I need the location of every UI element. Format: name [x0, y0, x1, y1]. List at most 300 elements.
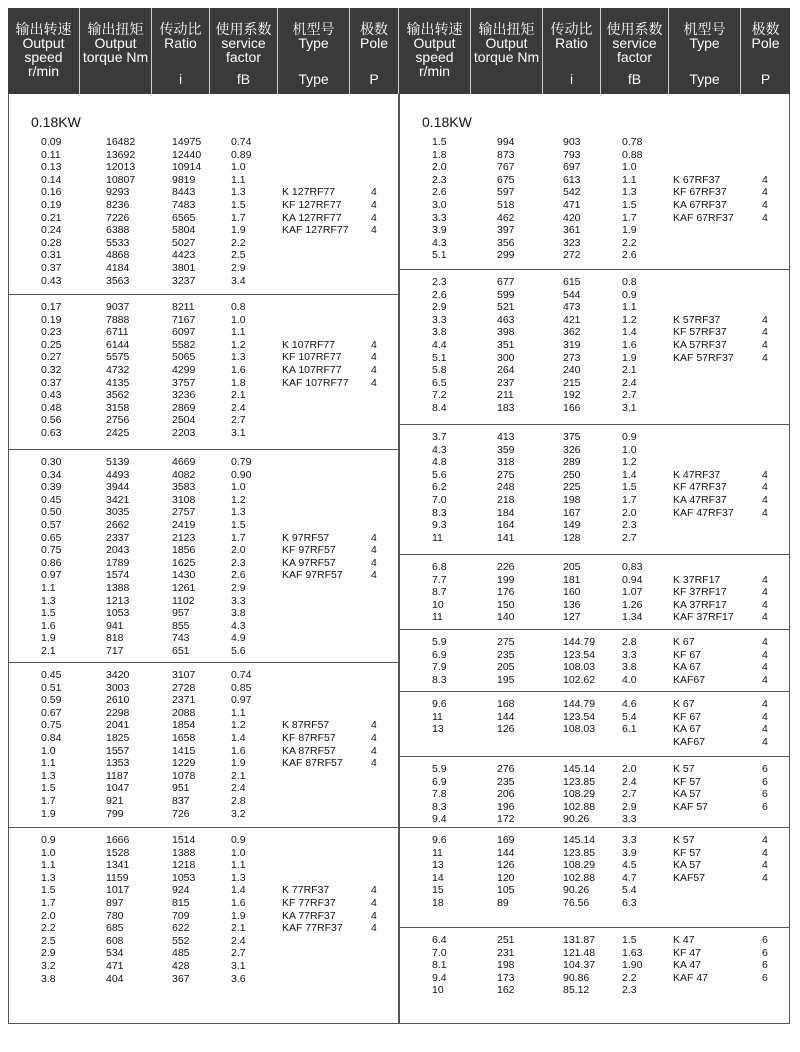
speed-cell: 1.5 [41, 884, 56, 897]
speed-cell: 0.23 [41, 326, 62, 339]
torque-cell: 5575 [106, 351, 130, 364]
type-cell: KF 57 [673, 775, 702, 788]
ratio-cell: 793 [563, 148, 581, 161]
speed-cell: 3.7 [432, 431, 447, 443]
speed-cell: 0.75 [41, 719, 62, 732]
torque-cell: 2298 [106, 706, 130, 719]
speed-cell: 8.1 [432, 959, 447, 972]
header-symbol: fB [236, 71, 251, 87]
factor-cell: 2.1 [231, 769, 246, 782]
ratio-cell: 1856 [172, 544, 196, 557]
torque-cell: 205 [497, 661, 515, 674]
speed-cell: 1.0 [41, 846, 56, 859]
header-label-zh: 使用系数 [606, 21, 663, 37]
factor-cell: 2.7 [231, 414, 246, 427]
factor-cell: 0.79 [231, 456, 252, 468]
pole-cell: 4 [762, 211, 768, 224]
speed-cell: 0.21 [41, 211, 62, 224]
speed-cell: 2.9 [432, 301, 447, 314]
header-label-en: Type [689, 35, 720, 51]
torque-cell: 521 [497, 301, 515, 314]
speed-cell: 4.8 [432, 456, 447, 469]
speed-cell: 2.0 [432, 161, 447, 174]
speed-cell: 6.5 [432, 376, 447, 389]
torque-cell: 164 [497, 519, 515, 532]
speed-cell: 4.3 [432, 443, 447, 456]
torque-cell: 685 [106, 922, 124, 935]
speed-cell: 0.48 [41, 401, 62, 414]
speed-cell: 0.63 [41, 427, 62, 439]
header-col-3 [152, 8, 210, 94]
model-group [9, 662, 398, 828]
torque-cell: 3035 [106, 506, 130, 519]
type-cell: KAF 97RF57 [282, 569, 343, 582]
factor-cell: 2.2 [622, 971, 637, 984]
factor-cell: 1.4 [622, 326, 637, 339]
factor-cell: 1.6 [622, 339, 637, 351]
speed-cell: 2.5 [41, 934, 56, 947]
speed-cell: 3.8 [41, 972, 56, 985]
ratio-cell: 3107 [172, 669, 196, 681]
speed-cell: 9.4 [432, 971, 447, 984]
factor-cell: 1.3 [231, 351, 246, 364]
factor-cell: 1.9 [231, 224, 246, 237]
torque-cell: 235 [497, 648, 515, 661]
factor-cell: 4.9 [231, 632, 246, 645]
speed-cell: 3.9 [432, 224, 447, 237]
ratio-cell: 225 [563, 481, 581, 494]
torque-cell: 8236 [106, 199, 130, 211]
ratio-cell: 957 [172, 607, 190, 620]
header-col-4 [210, 8, 278, 94]
torque-cell: 1053 [106, 607, 130, 620]
speed-cell: 4.3 [432, 236, 447, 249]
header-col-5 [278, 8, 350, 94]
pole-cell: 4 [762, 661, 768, 674]
torque-cell: 767 [497, 161, 515, 174]
type-cell: KA 87RF57 [282, 744, 336, 757]
speed-cell: 0.09 [41, 136, 62, 148]
torque-cell: 6711 [106, 326, 129, 339]
torque-cell: 921 [106, 795, 124, 807]
factor-cell: 1.9 [231, 909, 246, 922]
ratio-cell: 428 [172, 960, 190, 972]
factor-cell: 2.0 [231, 544, 246, 557]
torque-cell: 4184 [106, 262, 130, 274]
speed-cell: 5.1 [432, 351, 447, 364]
speed-cell: 18 [432, 897, 444, 909]
torque-cell: 2043 [106, 544, 130, 557]
torque-cell: 3421 [106, 493, 130, 506]
speed-cell: 0.43 [41, 389, 62, 402]
type-cell: K 87RF57 [282, 719, 330, 732]
factor-cell: 2.2 [622, 236, 637, 249]
type-cell: KF 47RF37 [673, 481, 727, 494]
ratio-cell: 1430 [172, 569, 196, 582]
speed-cell: 11 [432, 531, 443, 544]
factor-cell: 2.0 [622, 506, 637, 519]
factor-cell: 3.3 [622, 813, 637, 826]
type-cell: KF 87RF57 [282, 732, 336, 744]
pole-cell: 4 [762, 648, 768, 661]
header-col-6 [350, 8, 399, 94]
type-cell: KF 67 [673, 710, 702, 723]
ratio-cell: 362 [563, 326, 581, 339]
pole-cell: 4 [371, 719, 377, 732]
factor-cell: 2.8 [231, 795, 246, 807]
speed-cell: 0.27 [41, 351, 62, 364]
ratio-cell: 420 [563, 211, 581, 224]
speed-cell: 15 [432, 884, 444, 897]
factor-cell: 1.0 [231, 481, 246, 494]
ratio-cell: 361 [563, 224, 581, 237]
factor-cell: 3.6 [231, 972, 246, 985]
type-cell: K 107RF77 [282, 338, 336, 351]
torque-cell: 2756 [106, 414, 130, 427]
torque-cell: 9293 [106, 186, 130, 199]
torque-cell: 172 [497, 813, 515, 826]
speed-cell: 7.7 [432, 573, 447, 586]
ratio-cell: 76.56 [563, 897, 590, 909]
torque-cell: 356 [497, 236, 515, 249]
torque-cell: 675 [497, 173, 515, 186]
type-cell: KAF 57 [673, 800, 709, 813]
speed-cell: 13 [432, 859, 444, 872]
speed-cell: 0.50 [41, 506, 62, 519]
power-rating-right: 0.18KW [422, 114, 472, 130]
type-cell: K 77RF37 [282, 884, 330, 897]
ratio-cell: 90.86 [563, 971, 590, 984]
speed-cell: 0.28 [41, 236, 62, 249]
type-cell: KAF 47RF37 [673, 506, 734, 519]
ratio-cell: 485 [172, 947, 190, 960]
pole-cell: 4 [762, 173, 768, 186]
torque-cell: 144 [497, 710, 515, 723]
torque-cell: 873 [497, 148, 515, 161]
type-cell: KF 57 [673, 846, 702, 859]
type-cell: KA 77RF37 [282, 909, 336, 922]
speed-cell: 0.9 [41, 834, 56, 846]
ratio-cell: 166 [563, 402, 581, 414]
header-label-en: Ratio [555, 35, 588, 51]
speed-cell: 5.8 [432, 364, 447, 377]
ratio-cell: 552 [172, 934, 190, 947]
torque-cell: 1789 [106, 556, 130, 569]
speed-cell: 1.3 [41, 594, 56, 607]
ratio-cell: 123.54 [563, 710, 596, 723]
torque-cell: 10807 [106, 173, 136, 186]
pole-cell: 4 [371, 186, 377, 199]
header-label-en: Pole [751, 35, 780, 51]
torque-cell: 144 [497, 846, 515, 859]
factor-cell: 1.2 [231, 719, 246, 732]
speed-cell: 0.59 [41, 694, 62, 707]
ratio-cell: 205 [563, 561, 581, 573]
type-cell: KAF 47 [673, 971, 709, 984]
ratio-cell: 5027 [172, 236, 196, 249]
pole-cell: 4 [762, 481, 768, 494]
model-group [9, 827, 398, 1025]
ratio-cell: 3801 [172, 262, 196, 274]
pole-cell: 4 [371, 544, 377, 557]
factor-cell: 1.34 [622, 611, 643, 624]
factor-cell: 1.8 [231, 376, 246, 389]
torque-cell: 397 [497, 224, 515, 237]
factor-cell: 2.4 [231, 782, 246, 795]
pole-cell: 4 [762, 199, 768, 211]
factor-cell: 1.5 [231, 199, 246, 211]
torque-cell: 7888 [106, 313, 130, 326]
speed-cell: 5.9 [432, 636, 447, 648]
torque-cell: 4868 [106, 249, 130, 262]
speed-cell: 0.39 [41, 481, 62, 494]
pole-cell: 4 [762, 468, 768, 481]
header-label-zh: 极数 [751, 21, 780, 37]
header-symbol: i [178, 71, 183, 87]
factor-cell: 0.74 [231, 136, 252, 148]
pole-cell: 4 [371, 909, 377, 922]
speed-cell: 1.3 [41, 769, 56, 782]
speed-cell: 7.8 [432, 788, 447, 801]
factor-cell: 1.1 [622, 173, 637, 186]
header-label-en: Type [298, 35, 329, 51]
header-symbol: fB [627, 71, 642, 87]
torque-cell: 176 [497, 586, 515, 599]
ratio-cell: 215 [563, 376, 581, 389]
speed-cell: 2.1 [41, 645, 56, 657]
torque-cell: 2425 [106, 427, 130, 439]
factor-cell: 1.0 [231, 313, 246, 326]
header-label-zh: 输出扭矩 [478, 21, 535, 37]
factor-cell: 4.0 [622, 673, 637, 686]
torque-cell: 264 [497, 364, 515, 377]
factor-cell: 3.1 [231, 960, 246, 972]
factor-cell: 0.94 [622, 573, 643, 586]
torque-cell: 2041 [106, 719, 130, 732]
torque-cell: 4493 [106, 468, 130, 481]
ratio-cell: 367 [172, 972, 190, 985]
speed-cell: 2.2 [41, 922, 56, 935]
factor-cell: 2.3 [231, 556, 246, 569]
factor-cell: 1.6 [231, 897, 246, 909]
ratio-cell: 14975 [172, 136, 202, 148]
factor-cell: 4.7 [622, 871, 637, 884]
speed-cell: 0.67 [41, 706, 62, 719]
ratio-cell: 9819 [172, 173, 196, 186]
ratio-cell: 2203 [172, 427, 196, 439]
pole-cell: 4 [371, 364, 377, 376]
speed-cell: 0.16 [41, 186, 62, 199]
factor-cell: 2.7 [622, 788, 637, 801]
type-cell: KA 107RF77 [282, 364, 342, 376]
type-cell: K 67 [673, 698, 695, 710]
factor-cell: 1.26 [622, 598, 643, 611]
ratio-cell: 123.54 [563, 648, 596, 661]
header-label-en: Output speed r/min [22, 35, 65, 79]
factor-cell: 1.2 [622, 456, 637, 469]
torque-cell: 2337 [106, 531, 130, 544]
torque-cell: 1825 [106, 732, 130, 744]
torque-cell: 275 [497, 636, 515, 648]
header-label-en: Pole [359, 35, 389, 51]
ratio-cell: 3237 [172, 274, 196, 287]
speed-cell: 1.3 [41, 871, 56, 884]
factor-cell: 1.0 [622, 443, 637, 456]
factor-cell: 3.3 [231, 594, 246, 607]
torque-cell: 126 [497, 859, 515, 872]
factor-cell: 1.7 [622, 211, 637, 224]
pole-cell: 4 [371, 338, 377, 351]
factor-cell: 1.1 [622, 301, 637, 314]
factor-cell: 0.85 [231, 681, 252, 694]
right-table-body [399, 94, 790, 1024]
pole-cell: 4 [371, 757, 377, 770]
type-cell: KA 37RF17 [673, 598, 727, 611]
ratio-cell: 2123 [172, 531, 196, 544]
speed-cell: 3.3 [432, 313, 447, 326]
speed-cell: 1.7 [41, 897, 56, 909]
factor-cell: 1.6 [231, 364, 246, 376]
speed-cell: 1.1 [41, 757, 56, 770]
type-cell: K 57 [673, 834, 695, 846]
type-cell: K 97RF57 [282, 531, 330, 544]
torque-cell: 404 [106, 972, 124, 985]
factor-cell: 2.7 [622, 531, 637, 544]
torque-cell: 16482 [106, 136, 136, 148]
pole-cell: 4 [762, 710, 768, 723]
torque-cell: 3158 [106, 401, 130, 414]
ratio-cell: 160 [563, 586, 581, 599]
pole-cell: 4 [371, 556, 377, 569]
factor-cell: 0.90 [231, 468, 252, 481]
factor-cell: 0.8 [231, 301, 246, 313]
ratio-cell: 108.29 [563, 859, 596, 872]
ratio-cell: 855 [172, 619, 190, 632]
ratio-cell: 198 [563, 494, 581, 506]
speed-cell: 0.75 [41, 544, 62, 557]
ratio-cell: 2371 [172, 694, 196, 707]
factor-cell: 3.4 [231, 274, 246, 287]
speed-cell: 11 [432, 611, 443, 624]
speed-cell: 0.11 [41, 148, 61, 161]
type-cell: KA 67RF37 [673, 199, 727, 211]
speed-cell: 0.37 [41, 262, 62, 274]
pole-cell: 4 [762, 186, 768, 199]
model-group [400, 94, 789, 269]
factor-cell: 3.8 [231, 607, 246, 620]
header-symbol: Type [298, 71, 329, 87]
torque-cell: 608 [106, 934, 124, 947]
speed-cell: 9.6 [432, 834, 447, 846]
ratio-cell: 144.79 [563, 698, 596, 710]
torque-cell: 299 [497, 249, 515, 262]
ratio-cell: 131.87 [563, 934, 596, 946]
torque-cell: 5533 [106, 236, 130, 249]
speed-cell: 5.1 [432, 249, 447, 262]
factor-cell: 3.3 [622, 648, 637, 661]
torque-cell: 3944 [106, 481, 130, 494]
factor-cell: 1.3 [231, 871, 246, 884]
factor-cell: 2.7 [231, 947, 246, 960]
torque-cell: 150 [497, 598, 515, 611]
factor-cell: 2.9 [622, 800, 637, 813]
ratio-cell: 2504 [172, 414, 196, 427]
torque-cell: 5139 [106, 456, 130, 468]
speed-cell: 1.1 [41, 859, 56, 872]
factor-cell: 2.7 [622, 389, 637, 402]
speed-cell: 6.4 [432, 934, 447, 946]
speed-cell: 5.6 [432, 468, 447, 481]
factor-cell: 4.5 [622, 859, 637, 872]
speed-cell: 1.0 [41, 744, 56, 757]
speed-cell: 0.65 [41, 531, 62, 544]
header-label-en: Output torque Nm [82, 35, 149, 65]
model-group [400, 629, 789, 692]
type-cell: K 127RF77 [282, 186, 336, 199]
ratio-cell: 240 [563, 364, 581, 377]
type-cell: KA 67 [673, 661, 702, 674]
header-symbol: i [569, 71, 574, 87]
speed-cell: 3.0 [432, 199, 447, 211]
type-cell: KAF67 [673, 673, 706, 686]
torque-cell: 1528 [106, 846, 130, 859]
factor-cell: 0.9 [622, 431, 637, 443]
type-cell: KAF 127RF77 [282, 224, 349, 237]
factor-cell: 1.5 [622, 199, 637, 211]
factor-cell: 0.97 [231, 694, 252, 707]
pole-cell: 4 [762, 636, 768, 648]
pole-cell: 4 [762, 673, 768, 686]
type-cell: KAF 67RF37 [673, 211, 734, 224]
speed-cell: 1.7 [41, 795, 56, 807]
torque-cell: 6144 [106, 338, 130, 351]
ratio-cell: 2088 [172, 706, 196, 719]
speed-cell: 0.17 [41, 301, 62, 313]
factor-cell: 1.63 [622, 946, 643, 959]
ratio-cell: 622 [172, 922, 190, 935]
speed-cell: 7.0 [432, 494, 447, 506]
ratio-cell: 726 [172, 807, 190, 820]
speed-cell: 3.8 [432, 326, 447, 339]
type-cell: KA 47RF37 [673, 494, 727, 506]
ratio-cell: 1229 [172, 757, 196, 770]
torque-cell: 3003 [106, 681, 130, 694]
speed-cell: 8.7 [432, 586, 447, 599]
ratio-cell: 289 [563, 456, 581, 469]
type-cell: KAF57 [673, 871, 706, 884]
type-cell: KA 97RF57 [282, 556, 336, 569]
ratio-cell: 743 [172, 632, 190, 645]
factor-cell: 1.0 [231, 161, 246, 174]
speed-cell: 2.9 [41, 947, 56, 960]
torque-cell: 231 [497, 946, 515, 959]
ratio-cell: 326 [563, 443, 581, 456]
header-col-1 [399, 8, 471, 94]
type-cell: KAF 57RF37 [673, 351, 734, 364]
header-label-zh: 机型号 [683, 21, 726, 37]
factor-cell: 0.83 [622, 561, 643, 573]
factor-cell: 2.6 [231, 569, 246, 582]
ratio-cell: 145.14 [563, 763, 596, 775]
speed-cell: 9.3 [432, 519, 447, 532]
ratio-cell: 8211 [172, 301, 195, 313]
ratio-cell: 3236 [172, 389, 196, 402]
speed-cell: 0.86 [41, 556, 62, 569]
pole-cell: 4 [371, 199, 377, 211]
type-cell: K 47 [673, 934, 695, 946]
speed-cell: 1.5 [41, 782, 56, 795]
header-label-zh: 传动比 [159, 21, 202, 37]
